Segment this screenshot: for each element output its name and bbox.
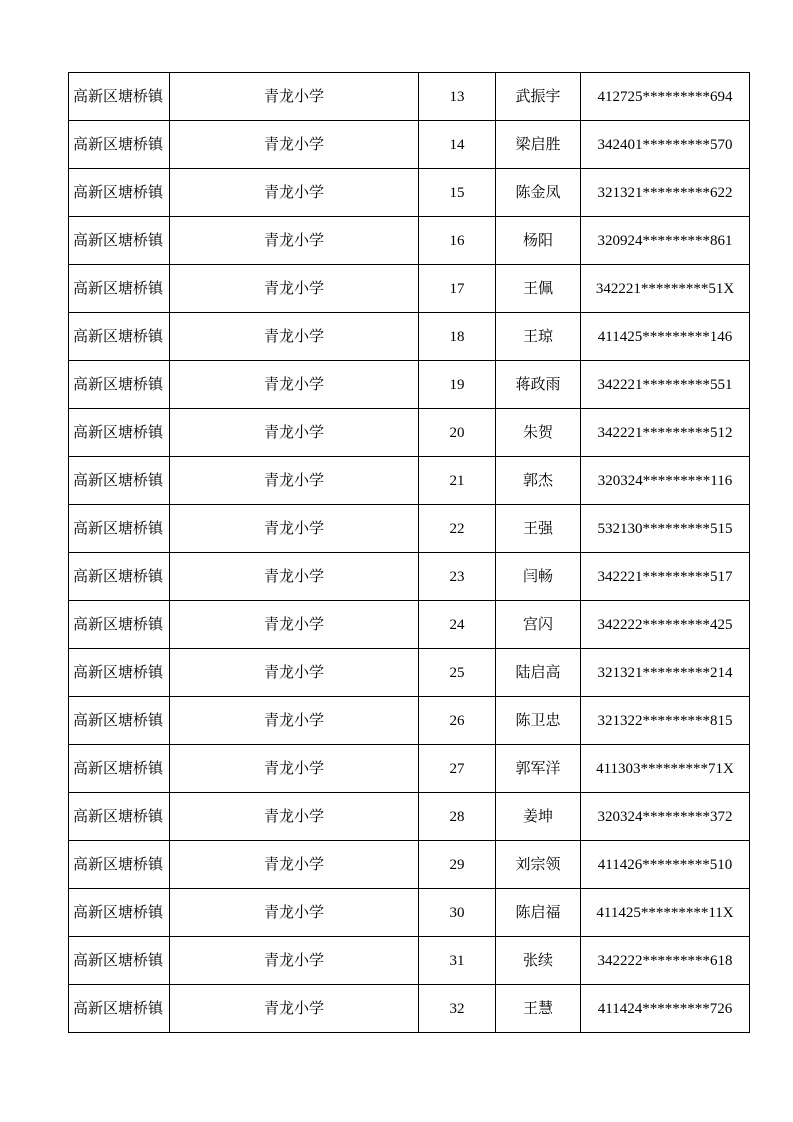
table-row (69, 505, 750, 553)
cell-school: 青龙小学 (170, 937, 419, 985)
table-row (69, 361, 750, 409)
cell-name: 陈卫忠 (496, 697, 581, 745)
cell-town: 高新区塘桥镇 (69, 409, 170, 457)
cell-id-number: 320324*********116 (581, 457, 750, 505)
cell-name: 郭军洋 (496, 745, 581, 793)
cell-school: 青龙小学 (170, 169, 419, 217)
cell-name: 陈金凤 (496, 169, 581, 217)
cell-name: 王强 (496, 505, 581, 553)
cell-index: 16 (419, 217, 496, 265)
cell-town: 高新区塘桥镇 (69, 745, 170, 793)
cell-index: 17 (419, 265, 496, 313)
cell-school: 青龙小学 (170, 649, 419, 697)
cell-id-number: 411303*********71X (581, 745, 750, 793)
cell-town: 高新区塘桥镇 (69, 505, 170, 553)
cell-town: 高新区塘桥镇 (69, 217, 170, 265)
cell-index: 24 (419, 601, 496, 649)
cell-town: 高新区塘桥镇 (69, 889, 170, 937)
cell-index: 29 (419, 841, 496, 889)
table-row (69, 601, 750, 649)
cell-id-number: 342222*********425 (581, 601, 750, 649)
cell-index: 22 (419, 505, 496, 553)
cell-school: 青龙小学 (170, 265, 419, 313)
cell-index: 27 (419, 745, 496, 793)
cell-id-number: 321321*********214 (581, 649, 750, 697)
cell-school: 青龙小学 (170, 889, 419, 937)
cell-id-number: 321321*********622 (581, 169, 750, 217)
table-row (69, 889, 750, 937)
cell-index: 13 (419, 73, 496, 121)
cell-name: 王慧 (496, 985, 581, 1033)
table-row (69, 553, 750, 601)
cell-id-number: 342221*********551 (581, 361, 750, 409)
cell-name: 闫畅 (496, 553, 581, 601)
table-row (69, 73, 750, 121)
cell-id-number: 342401*********570 (581, 121, 750, 169)
cell-index: 30 (419, 889, 496, 937)
table-row (69, 217, 750, 265)
cell-id-number: 321322*********815 (581, 697, 750, 745)
cell-town: 高新区塘桥镇 (69, 553, 170, 601)
cell-town: 高新区塘桥镇 (69, 841, 170, 889)
table-row (69, 121, 750, 169)
roster-table (68, 72, 750, 1033)
cell-school: 青龙小学 (170, 409, 419, 457)
cell-name: 朱贺 (496, 409, 581, 457)
cell-id-number: 342222*********618 (581, 937, 750, 985)
table-row (69, 937, 750, 985)
cell-name: 陆启高 (496, 649, 581, 697)
cell-town: 高新区塘桥镇 (69, 985, 170, 1033)
cell-town: 高新区塘桥镇 (69, 121, 170, 169)
cell-school: 青龙小学 (170, 361, 419, 409)
cell-town: 高新区塘桥镇 (69, 937, 170, 985)
cell-id-number: 412725*********694 (581, 73, 750, 121)
cell-index: 23 (419, 553, 496, 601)
table-row (69, 649, 750, 697)
cell-school: 青龙小学 (170, 601, 419, 649)
table-row (69, 985, 750, 1033)
cell-name: 刘宗领 (496, 841, 581, 889)
cell-id-number: 411424*********726 (581, 985, 750, 1033)
cell-id-number: 342221*********51X (581, 265, 750, 313)
cell-index: 28 (419, 793, 496, 841)
cell-index: 19 (419, 361, 496, 409)
cell-school: 青龙小学 (170, 73, 419, 121)
cell-town: 高新区塘桥镇 (69, 265, 170, 313)
cell-school: 青龙小学 (170, 217, 419, 265)
cell-town: 高新区塘桥镇 (69, 649, 170, 697)
cell-town: 高新区塘桥镇 (69, 457, 170, 505)
cell-id-number: 342221*********512 (581, 409, 750, 457)
cell-name: 梁启胜 (496, 121, 581, 169)
cell-town: 高新区塘桥镇 (69, 601, 170, 649)
cell-id-number: 411426*********510 (581, 841, 750, 889)
cell-name: 武振宇 (496, 73, 581, 121)
cell-name: 王佩 (496, 265, 581, 313)
table-row (69, 169, 750, 217)
cell-town: 高新区塘桥镇 (69, 793, 170, 841)
cell-index: 25 (419, 649, 496, 697)
table-row (69, 457, 750, 505)
cell-name: 蒋政雨 (496, 361, 581, 409)
cell-town: 高新区塘桥镇 (69, 169, 170, 217)
cell-school: 青龙小学 (170, 745, 419, 793)
cell-school: 青龙小学 (170, 793, 419, 841)
cell-school: 青龙小学 (170, 553, 419, 601)
roster-table-body (69, 73, 750, 1033)
cell-id-number: 411425*********11X (581, 889, 750, 937)
cell-index: 20 (419, 409, 496, 457)
cell-index: 31 (419, 937, 496, 985)
cell-name: 王琼 (496, 313, 581, 361)
cell-town: 高新区塘桥镇 (69, 361, 170, 409)
table-row (69, 745, 750, 793)
table-row (69, 265, 750, 313)
table-row (69, 841, 750, 889)
table-row (69, 793, 750, 841)
cell-town: 高新区塘桥镇 (69, 697, 170, 745)
cell-school: 青龙小学 (170, 985, 419, 1033)
cell-school: 青龙小学 (170, 121, 419, 169)
cell-id-number: 320324*********372 (581, 793, 750, 841)
cell-name: 姜坤 (496, 793, 581, 841)
cell-school: 青龙小学 (170, 697, 419, 745)
cell-index: 14 (419, 121, 496, 169)
cell-index: 15 (419, 169, 496, 217)
cell-name: 陈启福 (496, 889, 581, 937)
cell-school: 青龙小学 (170, 841, 419, 889)
cell-id-number: 342221*********517 (581, 553, 750, 601)
cell-index: 26 (419, 697, 496, 745)
cell-school: 青龙小学 (170, 313, 419, 361)
cell-town: 高新区塘桥镇 (69, 313, 170, 361)
table-row (69, 697, 750, 745)
cell-id-number: 532130*********515 (581, 505, 750, 553)
cell-index: 18 (419, 313, 496, 361)
cell-id-number: 411425*********146 (581, 313, 750, 361)
cell-school: 青龙小学 (170, 457, 419, 505)
cell-name: 张续 (496, 937, 581, 985)
cell-town: 高新区塘桥镇 (69, 73, 170, 121)
cell-name: 郭杰 (496, 457, 581, 505)
table-row (69, 313, 750, 361)
cell-index: 21 (419, 457, 496, 505)
cell-school: 青龙小学 (170, 505, 419, 553)
cell-name: 杨阳 (496, 217, 581, 265)
cell-index: 32 (419, 985, 496, 1033)
table-row (69, 409, 750, 457)
cell-name: 宫闪 (496, 601, 581, 649)
cell-id-number: 320924*********861 (581, 217, 750, 265)
